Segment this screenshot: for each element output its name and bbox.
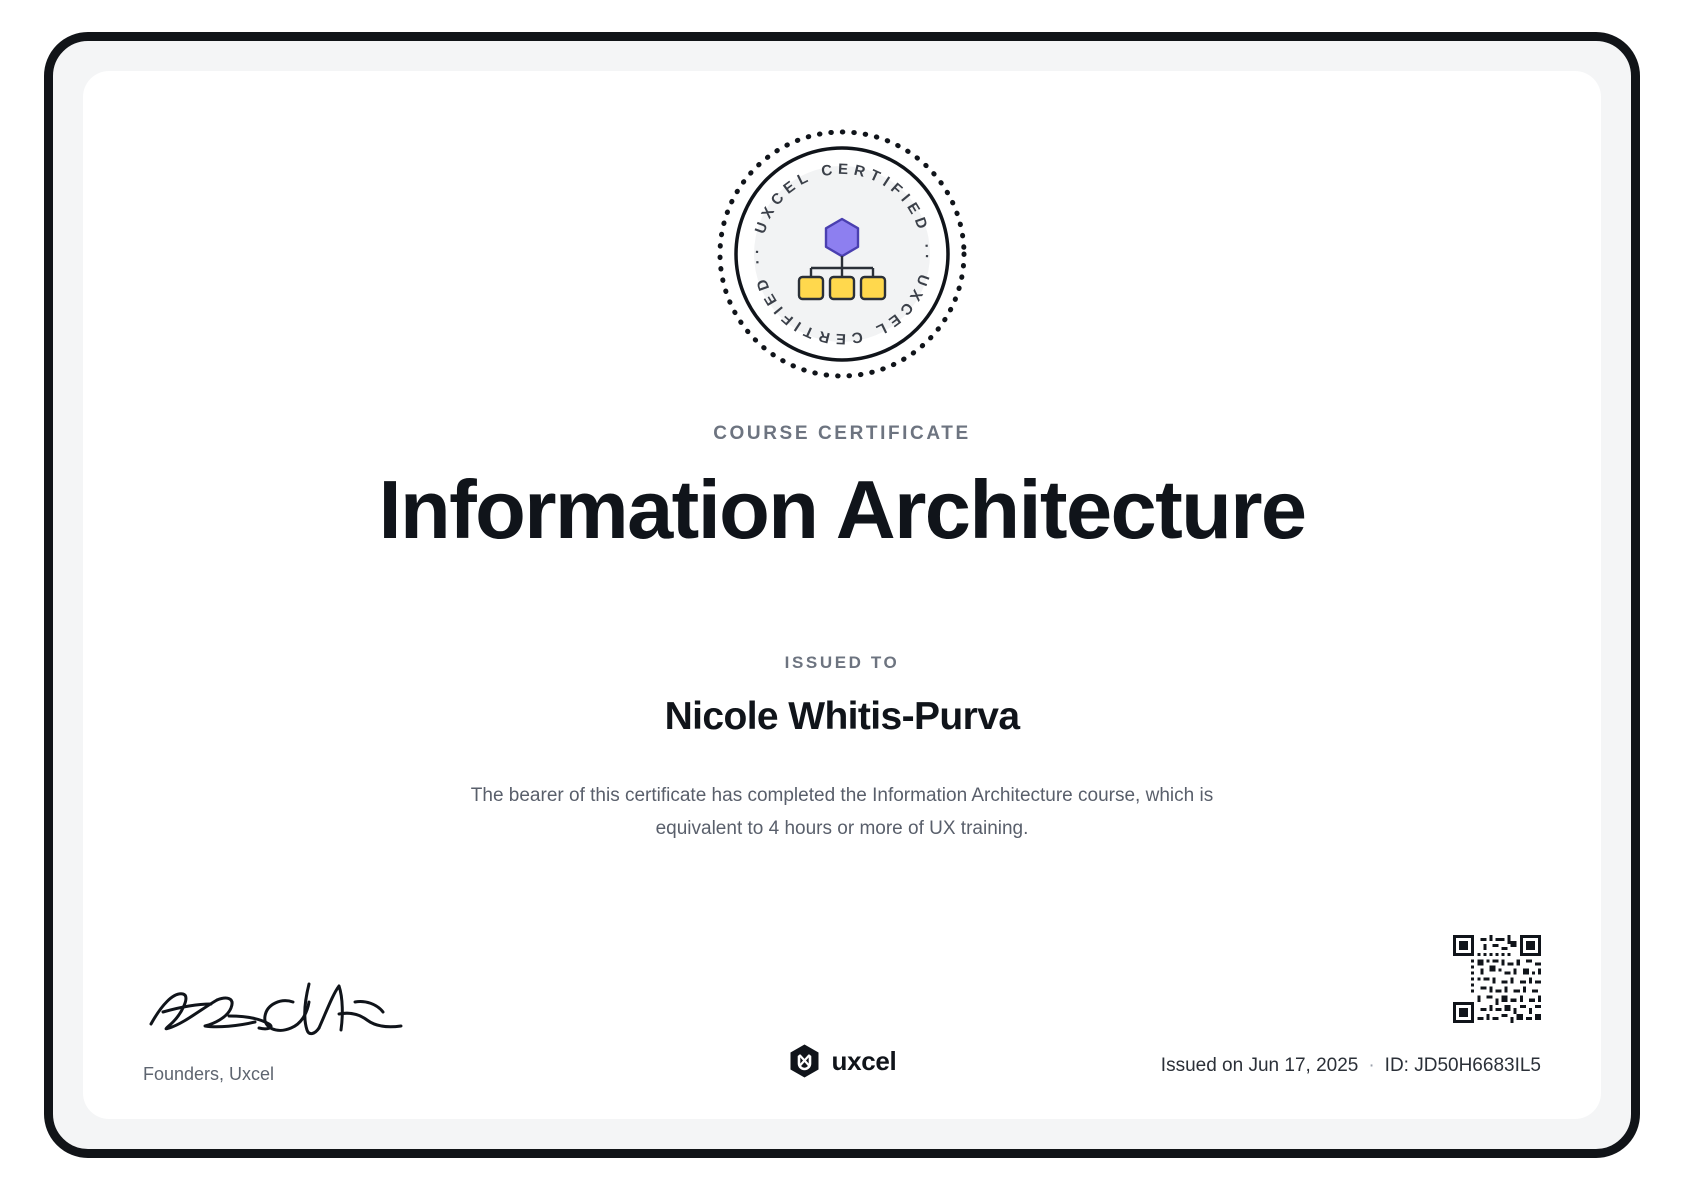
- page-title: Information Architecture: [378, 463, 1306, 556]
- uxcel-certified-seal-icon: [711, 123, 973, 385]
- signature-icon: [143, 972, 443, 1050]
- certificate-body: [83, 71, 1601, 1119]
- founders-label: Founders, Uxcel: [143, 1064, 275, 1084]
- issued-to-label: ISSUED TO: [784, 652, 900, 672]
- certificate-kicker: COURSE CERTIFICATE: [713, 423, 971, 444]
- certificate-frame: [44, 32, 1640, 1158]
- signature-block: [143, 972, 503, 1085]
- svg-text:· UXCEL CERTIFIED ·: · UXCEL CERTIFIED ·: [748, 160, 936, 255]
- qr-code-icon: [1453, 935, 1541, 1023]
- certificate-meta: [1161, 1055, 1541, 1077]
- qr-code[interactable]: [1453, 935, 1541, 1023]
- svg-text:· UXCEL CERTIFIED ·: · UXCEL CERTIFIED ·: [748, 253, 936, 348]
- certificate-description: The bearer of this certificate has completed the Information Architecture course, which is equivalent to 4 hours or more of UX training.: [470, 784, 1214, 840]
- brand-name: uxcel: [831, 1045, 897, 1076]
- brand-lockup: [788, 1043, 897, 1079]
- certification-seal: [711, 123, 973, 385]
- certificate-footer: [143, 935, 1541, 1085]
- uxcel-logo-icon: [788, 1043, 822, 1079]
- meta-separator: ·: [1368, 1055, 1375, 1076]
- recipient-name: Nicole Whitis-Purva: [664, 694, 1020, 738]
- issued-on-date: Issued on Jun 17, 2025: [1160, 1055, 1359, 1076]
- certificate-id: ID: JD50H6683IL5: [1384, 1055, 1541, 1076]
